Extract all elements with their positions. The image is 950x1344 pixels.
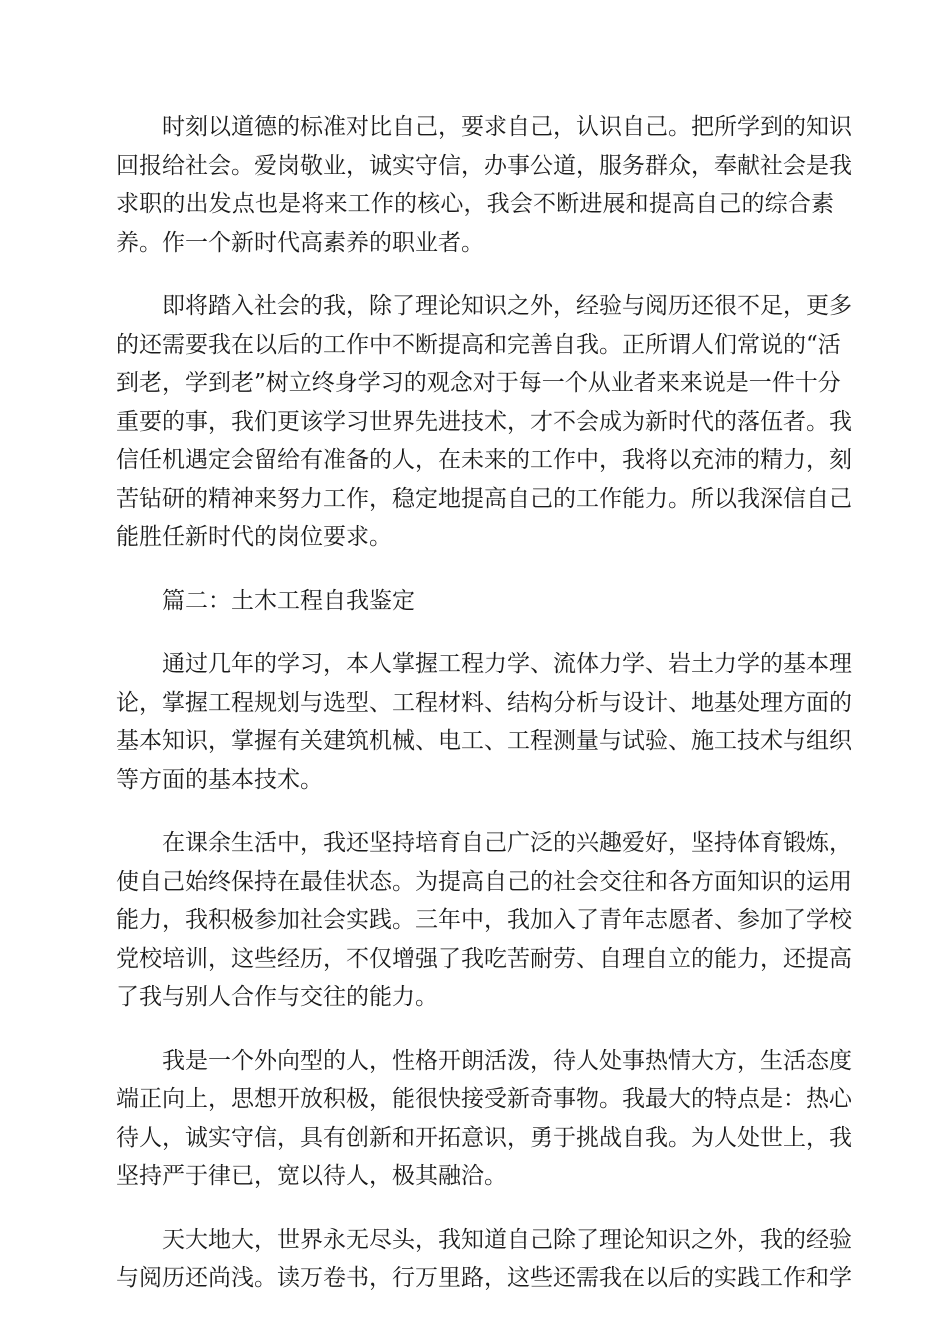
paragraph-5: [116, 1042, 852, 1196]
text-line: 养。作一个新时代高素养的职业者。: [116, 229, 484, 256]
text-line: 到老，学到老”树立终身学习的观念对于每一个从业者来来说是一件十分: [116, 370, 841, 396]
text-line: 重要的事，我们更该学习世界先进技术，才不会成为新时代的落伍者。我: [116, 408, 852, 435]
text-line: 待人，诚实守信，具有创新和开拓意识，勇于挑战自我。为人处世上，我: [116, 1124, 852, 1151]
text-line: 了我与别人合作与交往的能力。: [116, 984, 438, 1010]
text-line: 我是一个外向型的人，性格开朗活泼，待人处事热情大方，生活态度: [162, 1047, 852, 1074]
text-line: 论，掌握工程规划与选型、工程材料、结构分析与设计、地基处理方面的: [116, 689, 852, 716]
text-line: 时刻以道德的标准对比自己，要求自己，认识自己。把所学到的知识: [162, 114, 852, 140]
text-line: 即将踏入社会的我，除了理论知识之外，经验与阅历还很不足，更多: [162, 293, 852, 319]
text-line: 与阅历还尚浅。读万卷书，行万里路，这些还需我在以后的实践工作和学: [116, 1265, 852, 1291]
text-line: 回报给社会。爱岗敬业，诚实守信，办事公道，服务群众，奉献社会是我: [116, 152, 852, 179]
heading-text: 篇二：土木工程自我鉴定: [162, 587, 415, 614]
paragraph-4: [116, 824, 852, 1017]
paragraph-6: [116, 1221, 852, 1298]
text-line: 等方面的基本技术。: [116, 766, 323, 793]
text-line: 端正向上，思想开放积极，能很快接受新奇事物。我最大的特点是：热心: [116, 1086, 852, 1112]
text-line: 的还需要我在以后的工作中不断提高和完善自我。正所谓人们常说的“活: [116, 331, 841, 358]
text-line: 在课余生活中，我还坚持培育自己广泛的兴趣爱好，坚持体育锻炼，: [162, 830, 852, 856]
paragraph-3: [116, 645, 852, 799]
document-body: [116, 108, 852, 1298]
text-line: 能胜任新时代的岗位要求。: [116, 524, 392, 550]
text-line: 基本知识，掌握有关建筑机械、电工、工程测量与试验、施工技术与组织: [116, 728, 852, 754]
paragraph-1: [116, 108, 852, 262]
paragraph-2: [116, 287, 852, 557]
text-line: 能力，我积极参加社会实践。三年中，我加入了青年志愿者、参加了学校: [116, 907, 852, 933]
text-line: 通过几年的学习，本人掌握工程力学、流体力学、岩土力学的基本理: [162, 651, 852, 677]
text-line: 天大地大，世界永无尽头，我知道自己除了理论知识之外，我的经验: [162, 1226, 852, 1253]
text-line: 信任机遇定会留给有准备的人，在未来的工作中，我将以充沛的精力，刻: [116, 447, 852, 473]
text-line: 坚持严于律已，宽以待人，极其融洽。: [116, 1163, 507, 1189]
text-line: 使自己始终保持在最佳状态。为提高自己的社会交往和各方面知识的运用: [116, 868, 852, 895]
text-line: 求职的出发点也是将来工作的核心，我会不断进展和提高自己的综合素: [116, 191, 834, 217]
section-heading: [116, 582, 834, 621]
text-line: 党校培训，这些经历，不仅增强了我吃苦耐劳、自理自立的能力，还提高: [116, 945, 852, 972]
text-line: 苦钻研的精神来努力工作，稳定地提高自己的工作能力。所以我深信自己: [116, 485, 852, 512]
